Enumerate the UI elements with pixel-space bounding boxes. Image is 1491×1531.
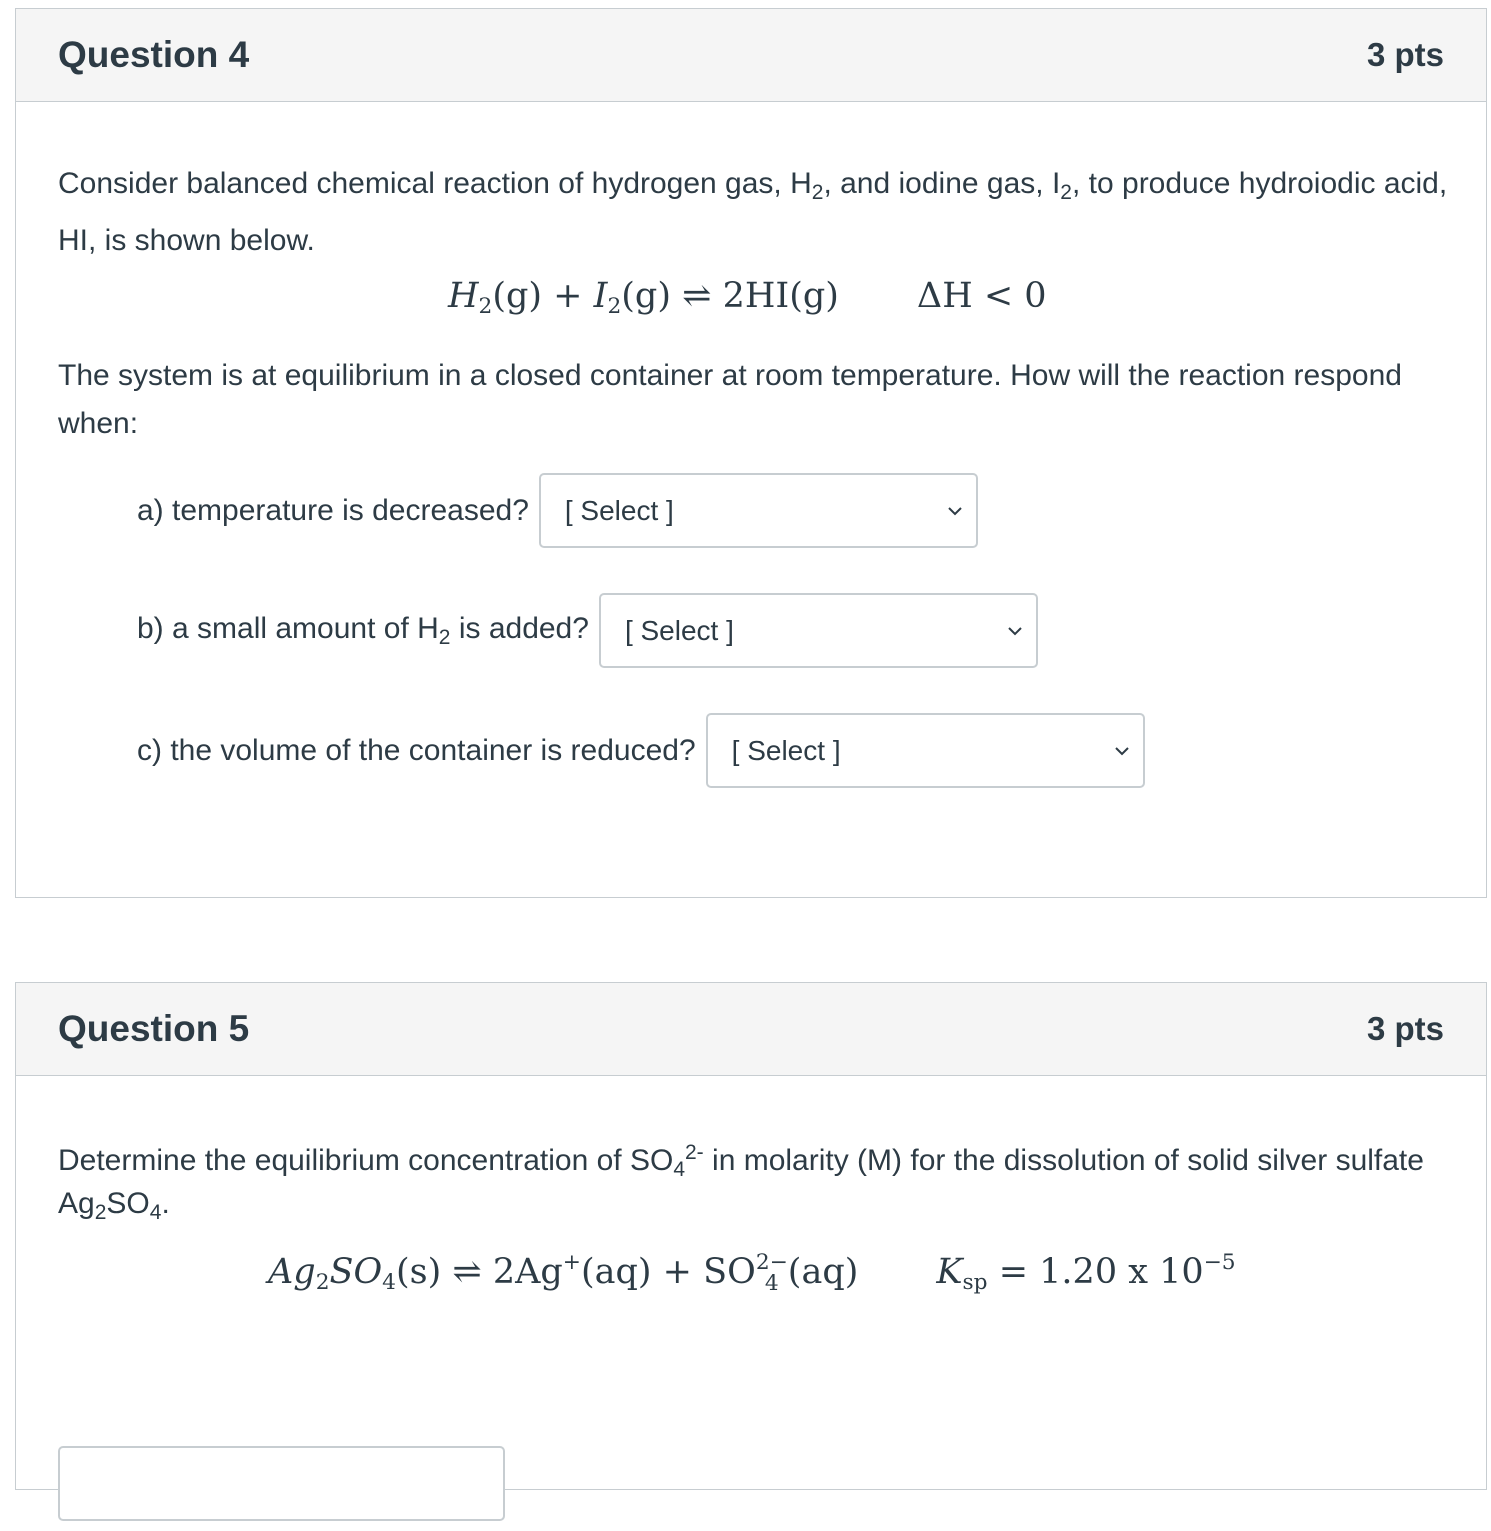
part-c-label: c) the volume of the container is reduced? xyxy=(137,733,696,767)
question-4-points: 3 pts xyxy=(1366,36,1444,73)
part-b-label: b) a small amount of $H_2$ is added? xyxy=(137,611,589,649)
question-4-prompt: The system is at equilibrium in a closed container at room temperature. How will the reaction respond when: xyxy=(58,359,1402,440)
question-4-header xyxy=(16,9,1486,102)
question-5-equation: $Ag_2SO_4(s)$ ⇌ 2Ag+(aq) + SO 2− 4 (aq) $K_{sp} = 1.20$ x $10^{-5}$ xyxy=(268,1249,1236,1296)
question-5-prompt: Determine the equilibrium concentration of $SO_4^{2-}$ in molarity (M) for the dissolution of solid silver sulfate $Ag_2SO_4$. xyxy=(58,1141,1424,1224)
question-5-points: 3 pts xyxy=(1366,1010,1444,1047)
question-5-title: Question 5 xyxy=(58,1008,250,1049)
part-b-select[interactable] xyxy=(599,593,1038,668)
question-4-equation: $H_2(g) + I_2(g)$ ⇌ 2HI(g) ΔH < 0 xyxy=(448,276,1047,319)
chevron-down-icon xyxy=(1113,742,1131,760)
part-a-select-value: [ Select ] xyxy=(564,494,674,526)
answer-input[interactable] xyxy=(58,1446,505,1521)
chevron-down-icon xyxy=(946,502,964,520)
question-5-header xyxy=(16,983,1486,1076)
question-4-intro: Consider balanced chemical reaction of hydrogen gas, $H_2$, and iodine gas, $I_2$, to produce hydroiodic acid, HI, is shown below. xyxy=(58,167,1448,257)
part-c-select[interactable] xyxy=(706,713,1145,788)
question-5-card xyxy=(15,982,1487,1490)
part-b-row xyxy=(137,593,1038,668)
part-b-select-value: [ Select ] xyxy=(624,614,734,646)
part-c-select-value: [ Select ] xyxy=(731,734,841,766)
part-a-select[interactable] xyxy=(539,473,978,548)
part-c-row xyxy=(137,713,1145,788)
part-a-row xyxy=(137,473,978,548)
chevron-down-icon xyxy=(1006,622,1024,640)
question-4-card xyxy=(15,8,1487,898)
question-4-title: Question 4 xyxy=(58,34,250,75)
part-a-label: a) temperature is decreased? xyxy=(137,493,529,527)
